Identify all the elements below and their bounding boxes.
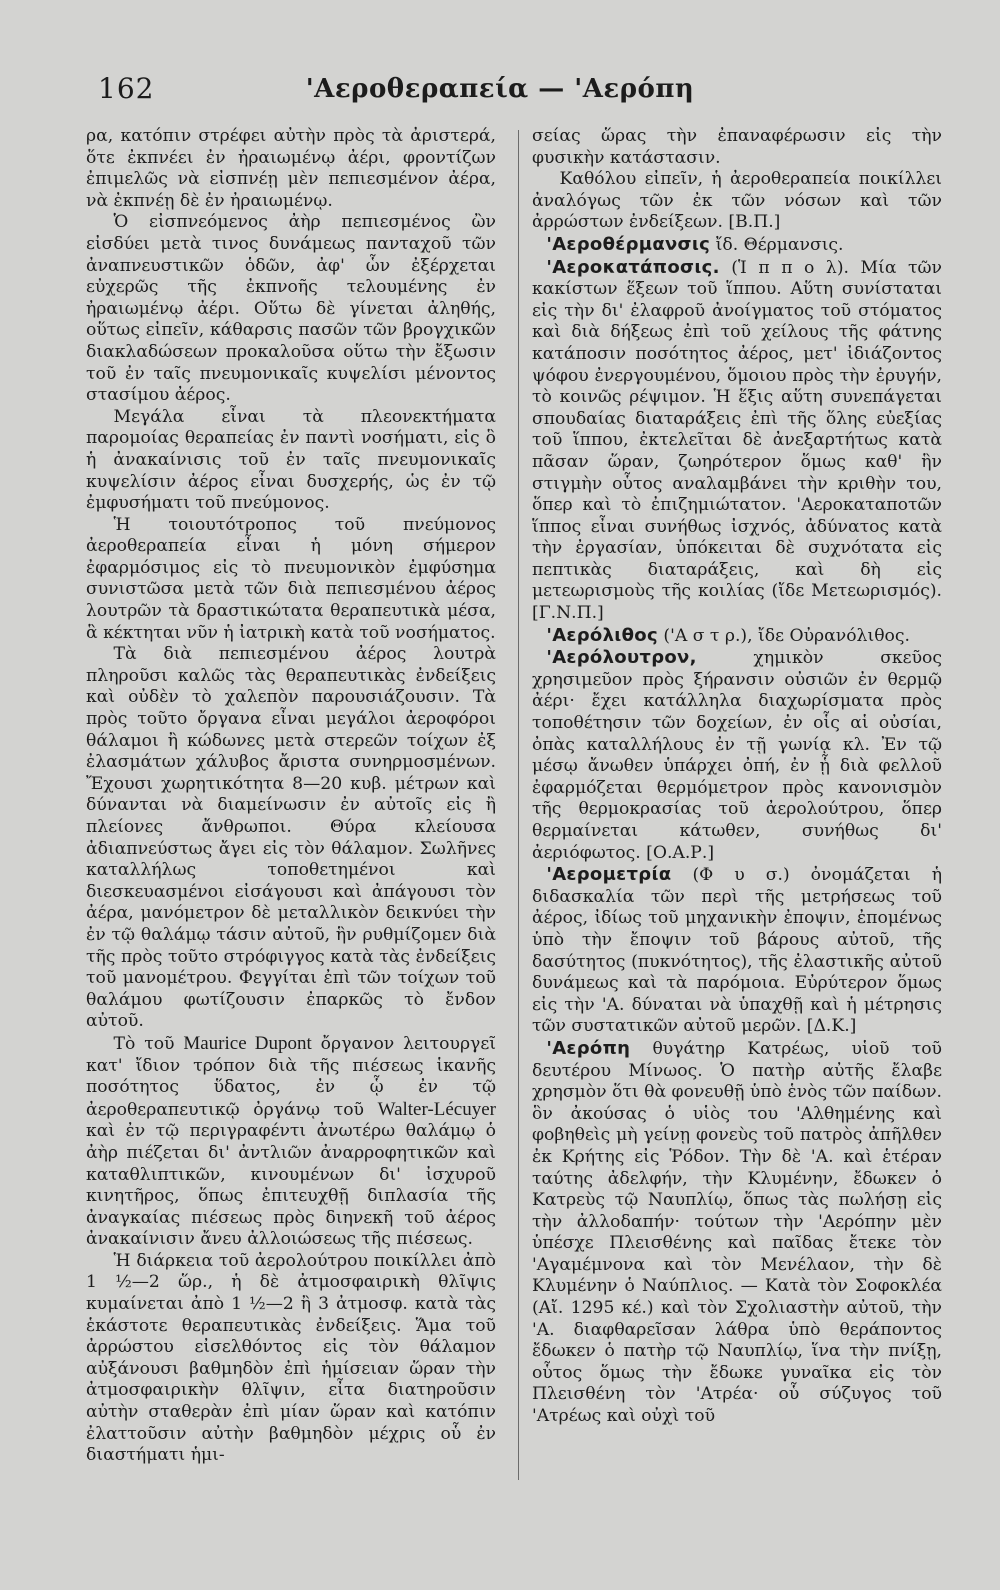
paragraph: Καθόλου εἰπεῖν, ἡ ἀεροθεραπεία ποικίλλει ἀναλόγως τῶν ἐκ τῶν νόσων καὶ τῶν ἀρρώστων ἐνδείξεων. [Β.Π.] [532, 169, 942, 233]
paragraph: Τὰ διὰ πεπιεσμένου ἀέρος λουτρὰ πληροῦσι καλῶς τὰς θεραπευτικὰς ἐνδείξεις καὶ οὐδὲν τὸ χαλεπὸν παρουσιάζουσιν. Τὰ πρὸς τοῦτο ὄργανα εἶναι μεγάλοι ἀεροφόροι θάλαμοι ἢ κώδωνες μετὰ στερεῶν τοίχων ἐξ ἐλασμάτων χάλυβος ἄριστα συνηρμοσμένων. Ἔχουσι χωρητικότητα 8—20 κυβ. μέτρων καὶ δύνανται νὰ διαμείνωσιν ἐν αὐτοῖς εἰς ἢ πλείονες ἄνθρωποι. Θύρα κλείουσα ἀδιαπνεύστως ἄγει εἰς τὸν θάλαμον. Σωλῆνες καταλλήλως τοποθετημένοι καὶ διεσκευασμένοι εἰσάγουσι καὶ ἀπάγουσι τὸν ἀέρα, μανόμετρον δὲ μεταλλικὸν δεικνύει τὴν ἐν τῷ θαλάμῳ τάσιν αὐτοῦ, ἣν ρυθμίζομεν διὰ τῆς πρὸς τοῦτο στρόφιγγος κατὰ τὰς ἐνδείξεις τοῦ μανομέτρου. Φεγγίται ἐπὶ τῶν τοίχων τοῦ θαλάμου φωτίζουσιν ἐπαρκῶς τὸ ἔνδον αὐτοῦ. [86, 644, 496, 1032]
dictionary-entry [532, 1038, 942, 1428]
entry-headword: 'Αερόλιθος [546, 624, 658, 646]
paragraph: σείας ὥρας τὴν ἐπαναφέρωσιν εἰς τὴν φυσικὴν κατάστασιν. [532, 126, 942, 168]
running-head: 'Αεροθεραπεία — 'Αερόπη [305, 74, 695, 104]
entry-text: (Ἱ π π ο λ). Μία τῶν κακίστων ἕξεων τοῦ ἵππου. Αὕτη συνίσταται εἰς τὴν δι' ἐλαφροῦ ἀνοίγματος τοῦ στόματος καὶ διὰ δήξεως ἐπὶ τοῦ χείλους τῆς φάτνης κατάποσιν ποσότητος ἀέρος, μετ' ἰδιάζοντος ψόφου ἐνεργουμένου, ὅμοιου πρὸς τὴν ἐρυγήν, τὸ κοινῶς ρέψιμον. Ἡ ἕξις αὕτη συνεπάγεται σπουδαίας διαταράξεις ἐπὶ τῆς ὅλης εὐεξίας τοῦ ἵππου, ἐκτελεῖται δὲ ἀνεξαρτήτως κατὰ πᾶσαν ὥραν, ζωηρότερον ὅμως καθ' ἣν στιγμὴν οὗτος αναλαμβάνει τὴν κριθὴν του, ὅπερ καὶ τὸ ἐπιζημιώτατον. 'Αεροκαταποτῶν ἵππος εἶναι συνήθως ἰσχνός, ἀδύνατος κατὰ τὴν ἐργασίαν, ὑπόκειται δὲ συχνότατα εἰς πεπτικὰς διαταράξεις, καὶ δὴ εἰς μετεωρισμοὺς τῆς κοιλίας (ἴδε Μετεωρισμός). [Γ.Ν.Π.] [532, 257, 942, 624]
paragraph: Ὁ εἰσπνεόμενος ἀὴρ πεπιεσμένος ὢν εἰσδύει μετὰ τινος δυνάμεως πανταχοῦ τῶν ἀναπνευστικῶν ὁδῶν, ἀφ' ὧν ἐξέρχεται εὐχερῶς τῆς ἐκπνοῆς τελουμένης ἐν ἠραιωμένῳ ἀέρι. Οὕτω δὲ γίνεται ἀληθής, οὕτως εἰπεῖν, κάθαρσις πασῶν τῶν βρογχικῶν διακλαδώσεων προκαλοῦσα οὕτω τὴν ἔξωσιν τοῦ ἐν ταῖς πνευμονικαῖς κυψελίσι μένοντος στασίμου ἀέρος. [86, 212, 496, 406]
dictionary-entry [532, 647, 942, 864]
paragraph [86, 1033, 496, 1251]
right-column [532, 126, 942, 1428]
text-run: Τὸ τοῦ [113, 1033, 184, 1054]
entry-text: χημικὸν σκεῦος χρησιμεῦον πρὸς ξήρανσιν οὐσιῶν ἐν θερμῷ ἀέρι· ἔχει κατάλληλα διαχωρίσματα πρὸς τοποθέτησιν τῶν δοχείων, ἐν οἷς αἱ οὐσίαι, ὀπὰς καταλλήλους ἐν τῇ γωνίᾳ κλ. Ἐν τῷ μέσῳ ἄνωθεν ὑπάρχει ὀπή, ἐν ᾗ διὰ φελλοῦ ἐφαρμόζεται θερμόμετρον πρὸς κανονισμὸν τῆς θερμοκρασίας τοῦ ἀερολούτρου, ὅπερ θερμαίνεται κάτωθεν, συνήθως δι' ἀεριόφωτος. [Ο.Α.Ρ.] [532, 648, 942, 863]
entry-headword: 'Αεροκατάποσις. [546, 256, 720, 278]
left-column [86, 126, 496, 1467]
entry-text: ἴδ. Θέρμανσις. [710, 234, 844, 255]
page-number: 162 [98, 72, 155, 105]
paragraph: Ἡ διάρκεια τοῦ ἀερολούτρου ποικίλλει ἀπὸ 1 ½—2 ὥρ., ἡ δὲ ἀτμοσφαιρικὴ θλῖψις κυμαίνεται ἀπὸ 1 ½—2 ἢ 3 ἀτμοσφ. κατὰ τὰς ἑκάστοτε θεραπευτικὰς ἐνδείξεις. Ἅμα τοῦ ἀρρώστου εἰσελθόντος εἰς τὸν θάλαμον αὐξάνουσι βαθμηδὸν ἐπὶ ἡμίσειαν ὥραν τὴν ἀτμοσφαιρικὴν θλῖψιν, εἶτα διατηροῦσιν αὐτὴν σταθερὰν ἐπὶ μίαν ὥραν καὶ κατόπιν ἐλαττοῦσιν αὐτὴν βαθμηδὸν μέχρις οὗ ἐν διαστήματι ἡμι- [86, 1250, 496, 1466]
dictionary-entry [532, 625, 942, 648]
entry-headword: 'Αερόλουτρον, [546, 647, 697, 669]
page-header [98, 72, 902, 112]
dictionary-entry [532, 864, 942, 1038]
entry-text: (Φ υ σ.) ὀνομάζεται ἡ διδασκαλία τῶν περὶ τῆς μετρήσεως τοῦ ἀέρος, ἰδίως τοῦ μηχανικὴν ἐποψιν, ἐπομένως ὑπὸ τὴν ἔποψιν τοῦ βάρους αὐτοῦ, τῆς δασύτητος (πυκνότητος), τῆς ἐλαστικῆς αὐτοῦ δυνάμεως καὶ τὰ παρόμοια. Εὐρύτερον ὅμως εἰς τὴν 'Α. δύναται νὰ ὑπαχθῇ καὶ ἡ μέτρησις τῶν συστατικῶν αὐτοῦ μερῶν. [Δ.Κ.] [532, 865, 942, 1037]
entry-text: ('Α σ τ ρ.), ἴδε Οὐρανόλιθος. [657, 625, 910, 646]
dictionary-entry [532, 234, 942, 257]
person-name: Maurice Dupont [183, 1032, 312, 1054]
text-run: ὄργανον λειτουργεῖ κατ' ἴδιον τρόπον διὰ τῆς πιέσεως ἱκανῆς ποσότητος ὕδατος, ἐν ᾧ ἐν τῷ ἀεροθεραπευτικῷ ὀργάνῳ τοῦ [86, 1033, 496, 1120]
paragraph: Μεγάλα εἶναι τὰ πλεονεκτήματα παρομοίας θεραπείας ἐν παντὶ νοσήματι, εἰς ὃ ἡ ἀνακαίνισις τοῦ ἐν ταῖς πνευμονικαῖς κυψελίσιν ἀέρος εἶναι δυσχερής, ὡς ἐν τῷ ἐμφυσήματι τοῦ πνεύμονος. [86, 406, 496, 514]
entry-headword: 'Αερόπη [546, 1037, 631, 1059]
person-name: Walter-Lécuyer [377, 1098, 496, 1120]
dictionary-entry [532, 257, 942, 625]
text-run: καὶ ἐν τῷ περιγραφέντι ἀνωτέρω θαλάμῳ ὁ ἀὴρ πιέζεται δι' ἀντλιῶν ἀναρροφητικῶν καὶ καταθλιπτικῶν, κινουμένων δι' ἰσχυροῦ κινητῆρος, ὅπως ἐπιτευχθῇ διπλασία τῆς ἀναγκαίας πιέσεως πρὸς διηνεκῆ τοῦ ἀέρος ἀνακαίνισιν ἄνευ ἀλλοιώσεως τῆς πιέσεως. [86, 1121, 496, 1250]
column-divider [518, 130, 519, 1480]
paragraph: ρα, κατόπιν στρέφει αὐτὴν πρὸς τὰ ἀριστερά, ὅτε ἐκπνέει ἐν ἠραιωμένῳ ἀέρι, φροντίζων ἐπιμελῶς νὰ εἰσπνέῃ μὲν πεπιεσμένον ἀέρα, νὰ ἐκπνέῃ δὲ ἐν ἠραιωμένῳ. [86, 126, 496, 211]
entry-headword: 'Αεροθέρμανσις [546, 233, 711, 255]
paragraph: Ἡ τοιουτότροπος τοῦ πνεύμονος ἀεροθεραπεία εἶναι ἡ μόνη σήμερον ἐφαρμόσιμος εἰς τὸ πνευμονικὸν ἐμφύσημα συνιστῶσα μετὰ τῶν διὰ πεπιεσμένου ἀέρος λουτρῶν τὰ δραστικώτατα θεραπευτικὰ μέσα, ἃ κέκτηται νῦν ἡ ἰατρικὴ κατὰ τοῦ νοσήματος. [86, 514, 496, 643]
entry-headword: 'Αερομετρία [546, 864, 672, 886]
entry-text: θυγάτηρ Κατρέως, υἱοῦ τοῦ δευτέρου Μίνωος. Ὁ πατὴρ αὐτῆς ἔλαβε χρησμὸν ὅτι θὰ φονευθῇ ὑπὸ ἑνὸς τῶν παίδων. ὃν ἀκούσας ὁ υἱὸς του 'Αλθημένης καὶ φοβηθεὶς μὴ γείνῃ φονεὺς τοῦ πατρὸς ἀπῆλθεν ἐκ Κρήτης εἰς Ῥόδον. Τὴν δὲ 'Α. καὶ ἑτέραν ταύτης ἀδελφήν, τὴν Κλυμένην, ἔδωκεν ὁ Κατρεὺς τῷ Ναυπλίῳ, ὅπως τὰς πωλήσῃ εἰς τὴν ἀλλοδαπήν· τούτων τὴν 'Αερόπην μὲν ὑπέσχε Πλεισθένης καὶ παῖδας ἔτεκε τὸν 'Αγαμέμνονα καὶ τὸν Μενέλαον, τὴν δὲ Κλυμένην ὁ Ναύπλιος. — Κατὰ τὸν Σοφοκλέα (Αἴ. 1295 κέ.) καὶ τὸν Σχολιαστὴν αὐτοῦ, τὴν 'Α. διαφθαρεῖσαν λάθρα ὑπὸ θεράποντος ἔδωκεν ὁ πατὴρ τῷ Ναυπλίῳ, ἵνα τὴν πνίξῃ, οὗτος ὅμως τὴν ἔδωκε γυναῖκα εἰς τὸν Πλεισθένη τὸν 'Ατρέα· οὗ σύζυγος τοῦ 'Ατρέως καὶ οὐχὶ τοῦ [532, 1038, 942, 1427]
